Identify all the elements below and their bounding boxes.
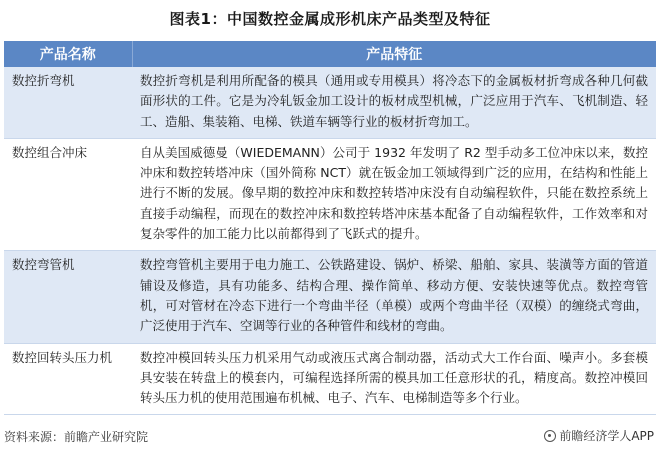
chart-title: 图表1：中国数控金属成形机床产品类型及特征: [169, 10, 491, 28]
product-name: 数控弯管机: [4, 251, 132, 343]
table-header-row: [4, 41, 656, 67]
product-name: 数控回转头压力机: [4, 343, 132, 415]
column-header-features: 产品特征: [132, 41, 656, 67]
product-name: 数控折弯机: [4, 67, 132, 138]
table-row: [4, 343, 656, 415]
brand-label: 前瞻经济学人APP: [559, 429, 654, 443]
table-row: [4, 251, 656, 343]
product-features: 数控弯管机主要用于电力施工、公铁路建设、锅炉、桥梁、船舶、家具、装潢等方面的管道铺设及修造，具有功能多、结构合理、操作简单、移动方便、安装快速等优点。数控弯管机，可对管材在冷态下进行一个弯曲半径（单模）或两个弯曲半径（双模）的缠绕式弯曲，广泛使用于汽车、空调等行业的各种管件和线材的弯曲。: [132, 251, 656, 343]
product-features: 数控冲模回转头压力机采用气动或液压式离合制动器，活动式大工作台面、噪声小。多套模具安装在转盘上的模套内，可编程选择所需的模具加工任意形状的孔，精度高。数控冲模回转头压力机的使用范围遍布机械、电子、汽车、电梯制造等多个行业。: [132, 343, 656, 415]
product-table: [4, 41, 656, 415]
brand-attribution: [544, 427, 654, 444]
product-name: 数控组合冲床: [4, 138, 132, 250]
qianzhan-logo-icon: [544, 430, 556, 442]
product-features: 自从美国威德曼（WIEDEMANN）公司于 1932 年发明了 R2 型手动多工位冲床以来，数控冲床和数控转塔冲床（国外简称 NCT）就在钣金加工领域得到广泛的应用，在结构和性能上进行不断的发展。像早期的数控冲床和数控转塔冲床没有自动编程软件，只能在数控系统上直接手动编程，而现在的数控冲床和数控转塔冲床基本配备了自动编程软件，工作效率和对复杂零件的加工能力比以前都得到了飞跃式的提升。: [132, 138, 656, 250]
column-header-name: 产品名称: [4, 41, 132, 67]
source-note: 资料来源：前瞻产业研究院: [4, 430, 149, 444]
product-features: 数控折弯机是利用所配备的模具（通用或专用模具）将冷态下的金属板材折弯成各种几何截面形状的工件。它是为冷轧钣金加工设计的板材成型机械，广泛应用于汽车、飞机制造、轻工、造船、集装箱、电梯、铁道车辆等行业的板材折弯加工。: [132, 67, 656, 138]
table-row: [4, 67, 656, 138]
table-row: [4, 138, 656, 250]
